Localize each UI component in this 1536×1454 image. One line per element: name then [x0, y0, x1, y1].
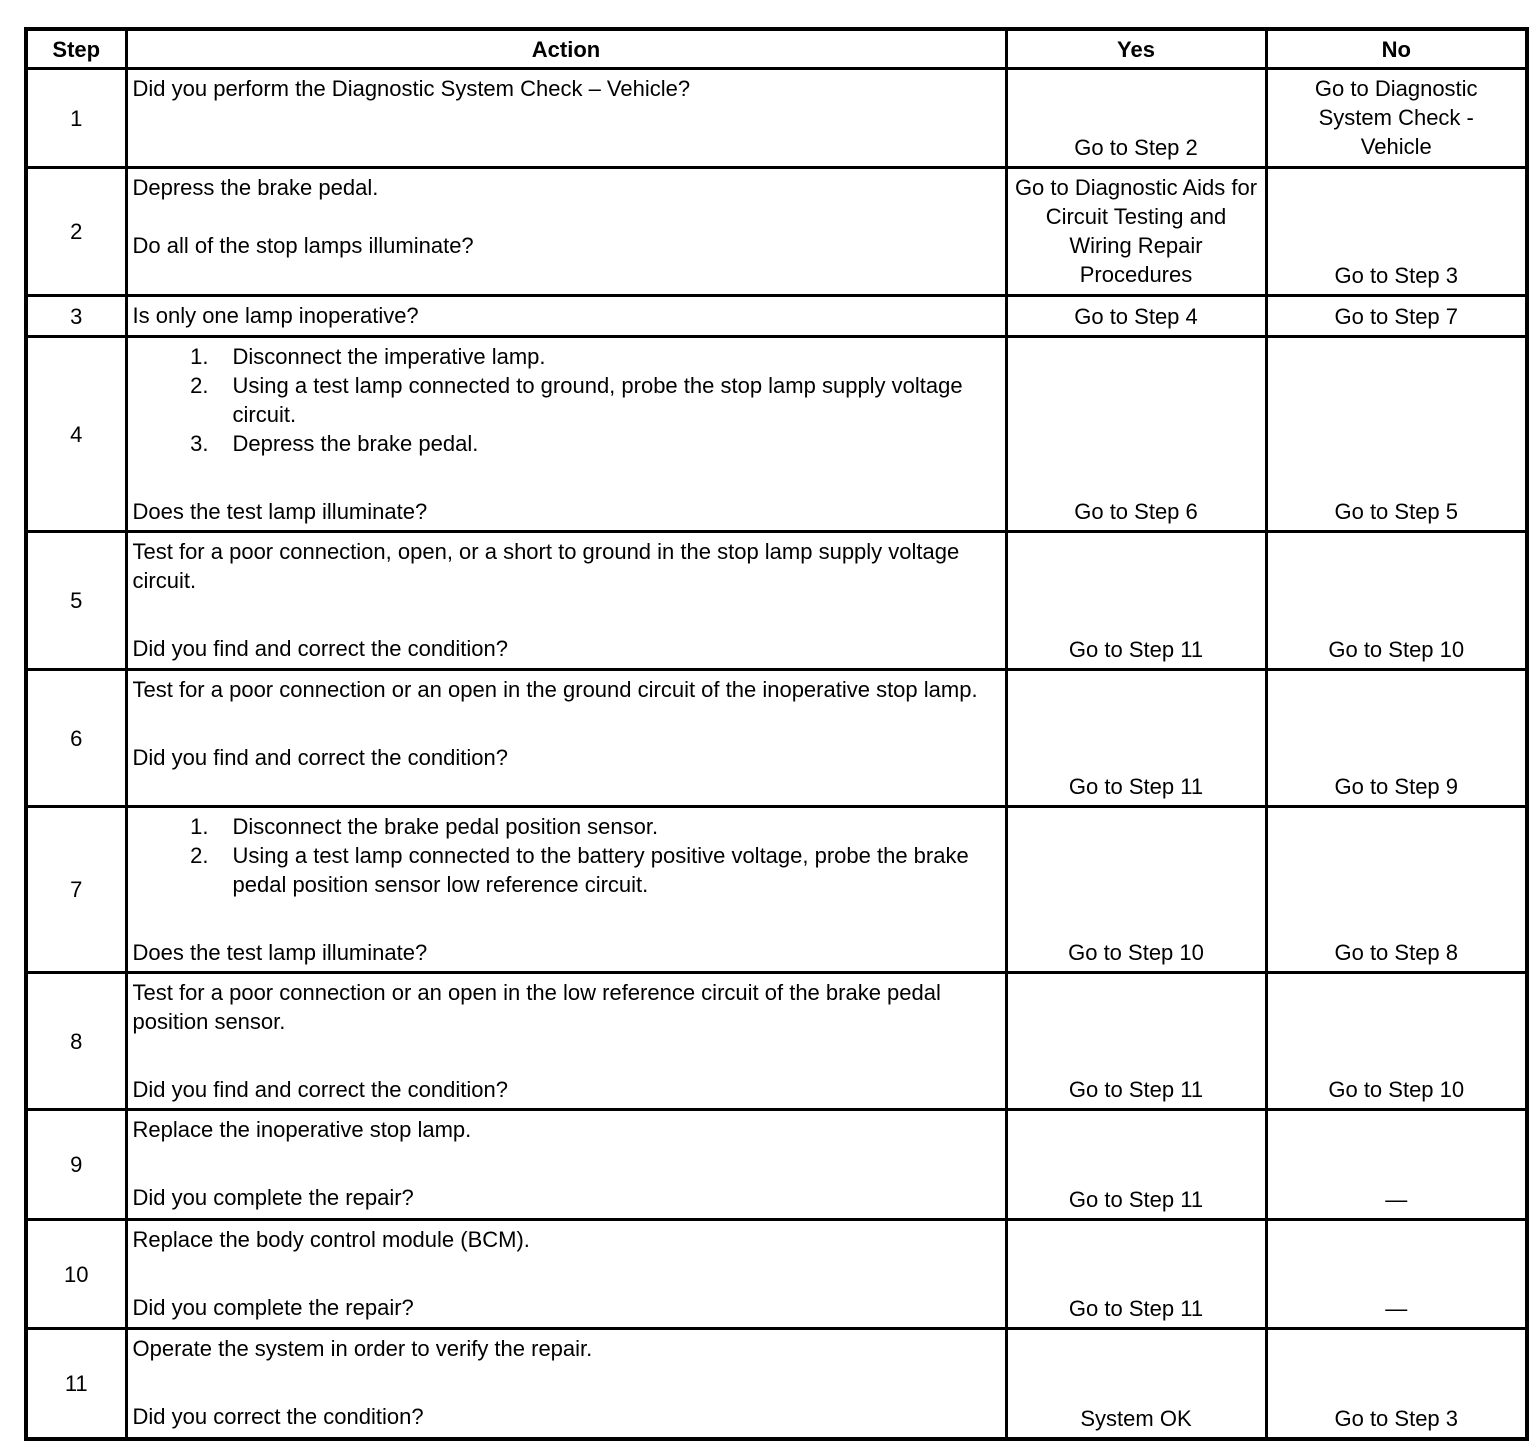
- list-item: 3. Depress the brake pedal.: [190, 431, 479, 456]
- table-row: [26, 1110, 1527, 1220]
- action-cell: [126, 1329, 1006, 1439]
- action-intro: Operate the system in order to verify the repair.: [132, 1336, 593, 1361]
- table-row: [26, 1329, 1527, 1439]
- table-row: [26, 168, 1527, 296]
- action-question: Do all of the stop lamps illuminate?: [132, 233, 474, 258]
- no-cell: Go to Step 3: [1266, 1329, 1527, 1439]
- no-cell: Go to Diagnostic System Check - Vehicle: [1266, 69, 1527, 168]
- header-yes: Yes: [1006, 29, 1266, 69]
- table-row: [26, 337, 1527, 532]
- action-intro: Replace the inoperative stop lamp.: [132, 1117, 472, 1142]
- action-cell: [126, 1220, 1006, 1329]
- no-cell: Go to Step 5: [1266, 337, 1527, 532]
- diagnostic-table: [24, 27, 1529, 1441]
- table-row: [26, 670, 1527, 807]
- table-row: [26, 532, 1527, 670]
- step-number: 6: [26, 670, 126, 807]
- yes-cell: Go to Step 6: [1006, 337, 1266, 532]
- action-cell: [126, 670, 1006, 807]
- action-intro: Test for a poor connection or an open in the ground circuit of the inoperative stop lamp.: [132, 677, 978, 702]
- step-number: 1: [26, 69, 126, 168]
- action-intro: Test for a poor connection or an open in the low reference circuit of the brake pedal position sensor.: [132, 980, 941, 1034]
- no-cell: Go to Step 9: [1266, 670, 1527, 807]
- action-question: Did you find and correct the condition?: [132, 745, 508, 770]
- step-number: 8: [26, 973, 126, 1110]
- yes-cell: Go to Step 11: [1006, 532, 1266, 670]
- header-action: Action: [126, 29, 1006, 69]
- action-intro: Replace the body control module (BCM).: [132, 1227, 530, 1252]
- no-cell: —: [1266, 1220, 1527, 1329]
- header-no: No: [1266, 29, 1527, 69]
- action-steps-list: [133, 342, 1000, 458]
- action-question: Did you complete the repair?: [132, 1295, 414, 1320]
- table-row: [26, 807, 1527, 973]
- step-number: 9: [26, 1110, 126, 1220]
- step-number: 5: [26, 532, 126, 670]
- table-row: [26, 69, 1527, 168]
- action-cell: [126, 532, 1006, 670]
- table-row: [26, 973, 1527, 1110]
- action-question: Did you complete the repair?: [132, 1185, 414, 1210]
- step-number: 11: [26, 1329, 126, 1439]
- yes-cell: Go to Step 10: [1006, 807, 1266, 973]
- action-cell: [126, 807, 1006, 973]
- list-item: 1. Disconnect the imperative lamp.: [190, 344, 546, 369]
- action-question: Does the test lamp illuminate?: [132, 940, 428, 965]
- step-number: 7: [26, 807, 126, 973]
- yes-cell: Go to Step 2: [1006, 69, 1266, 168]
- no-cell: Go to Step 10: [1266, 973, 1527, 1110]
- action-cell: [126, 1110, 1006, 1220]
- no-cell: —: [1266, 1110, 1527, 1220]
- no-cell: Go to Step 3: [1266, 168, 1527, 296]
- no-cell: Go to Step 8: [1266, 807, 1527, 973]
- action-question: Did you find and correct the condition?: [132, 1077, 508, 1102]
- table-row: [26, 1220, 1527, 1329]
- yes-cell: Go to Step 11: [1006, 1110, 1266, 1220]
- step-number: 10: [26, 1220, 126, 1329]
- list-item: 1. Disconnect the brake pedal position sensor.: [190, 814, 659, 839]
- action-question: Did you find and correct the condition?: [132, 636, 508, 661]
- action-cell: [126, 296, 1006, 337]
- action-cell: [126, 337, 1006, 532]
- action-cell: [126, 69, 1006, 168]
- no-cell: Go to Step 10: [1266, 532, 1527, 670]
- action-question: Did you correct the condition?: [132, 1404, 424, 1429]
- action-cell: [126, 973, 1006, 1110]
- action-question: Did you perform the Diagnostic System Check – Vehicle?: [132, 76, 691, 101]
- action-intro: Depress the brake pedal.: [132, 175, 379, 200]
- action-intro: Test for a poor connection, open, or a short to ground in the stop lamp supply voltage circuit.: [132, 539, 960, 593]
- list-item: 2. Using a test lamp connected to the battery positive voltage, probe the brake pedal position sensor low reference circuit.: [190, 843, 969, 897]
- header-row: [26, 29, 1527, 69]
- header-step: Step: [26, 29, 126, 69]
- yes-cell: Go to Step 11: [1006, 670, 1266, 807]
- yes-cell: System OK: [1006, 1329, 1266, 1439]
- action-steps-list: [133, 812, 1000, 899]
- list-item: 2. Using a test lamp connected to ground, probe the stop lamp supply voltage circuit.: [190, 373, 963, 427]
- no-cell: Go to Step 7: [1266, 296, 1527, 337]
- action-question: Does the test lamp illuminate?: [132, 499, 428, 524]
- step-number: 4: [26, 337, 126, 532]
- step-number: 2: [26, 168, 126, 296]
- table-row: [26, 296, 1527, 337]
- step-number: 3: [26, 296, 126, 337]
- action-question: Is only one lamp inoperative?: [132, 303, 419, 328]
- yes-cell: Go to Diagnostic Aids for Circuit Testing and Wiring Repair Procedures: [1006, 168, 1266, 296]
- yes-cell: Go to Step 11: [1006, 1220, 1266, 1329]
- yes-cell: Go to Step 4: [1006, 296, 1266, 337]
- yes-cell: Go to Step 11: [1006, 973, 1266, 1110]
- action-cell: [126, 168, 1006, 296]
